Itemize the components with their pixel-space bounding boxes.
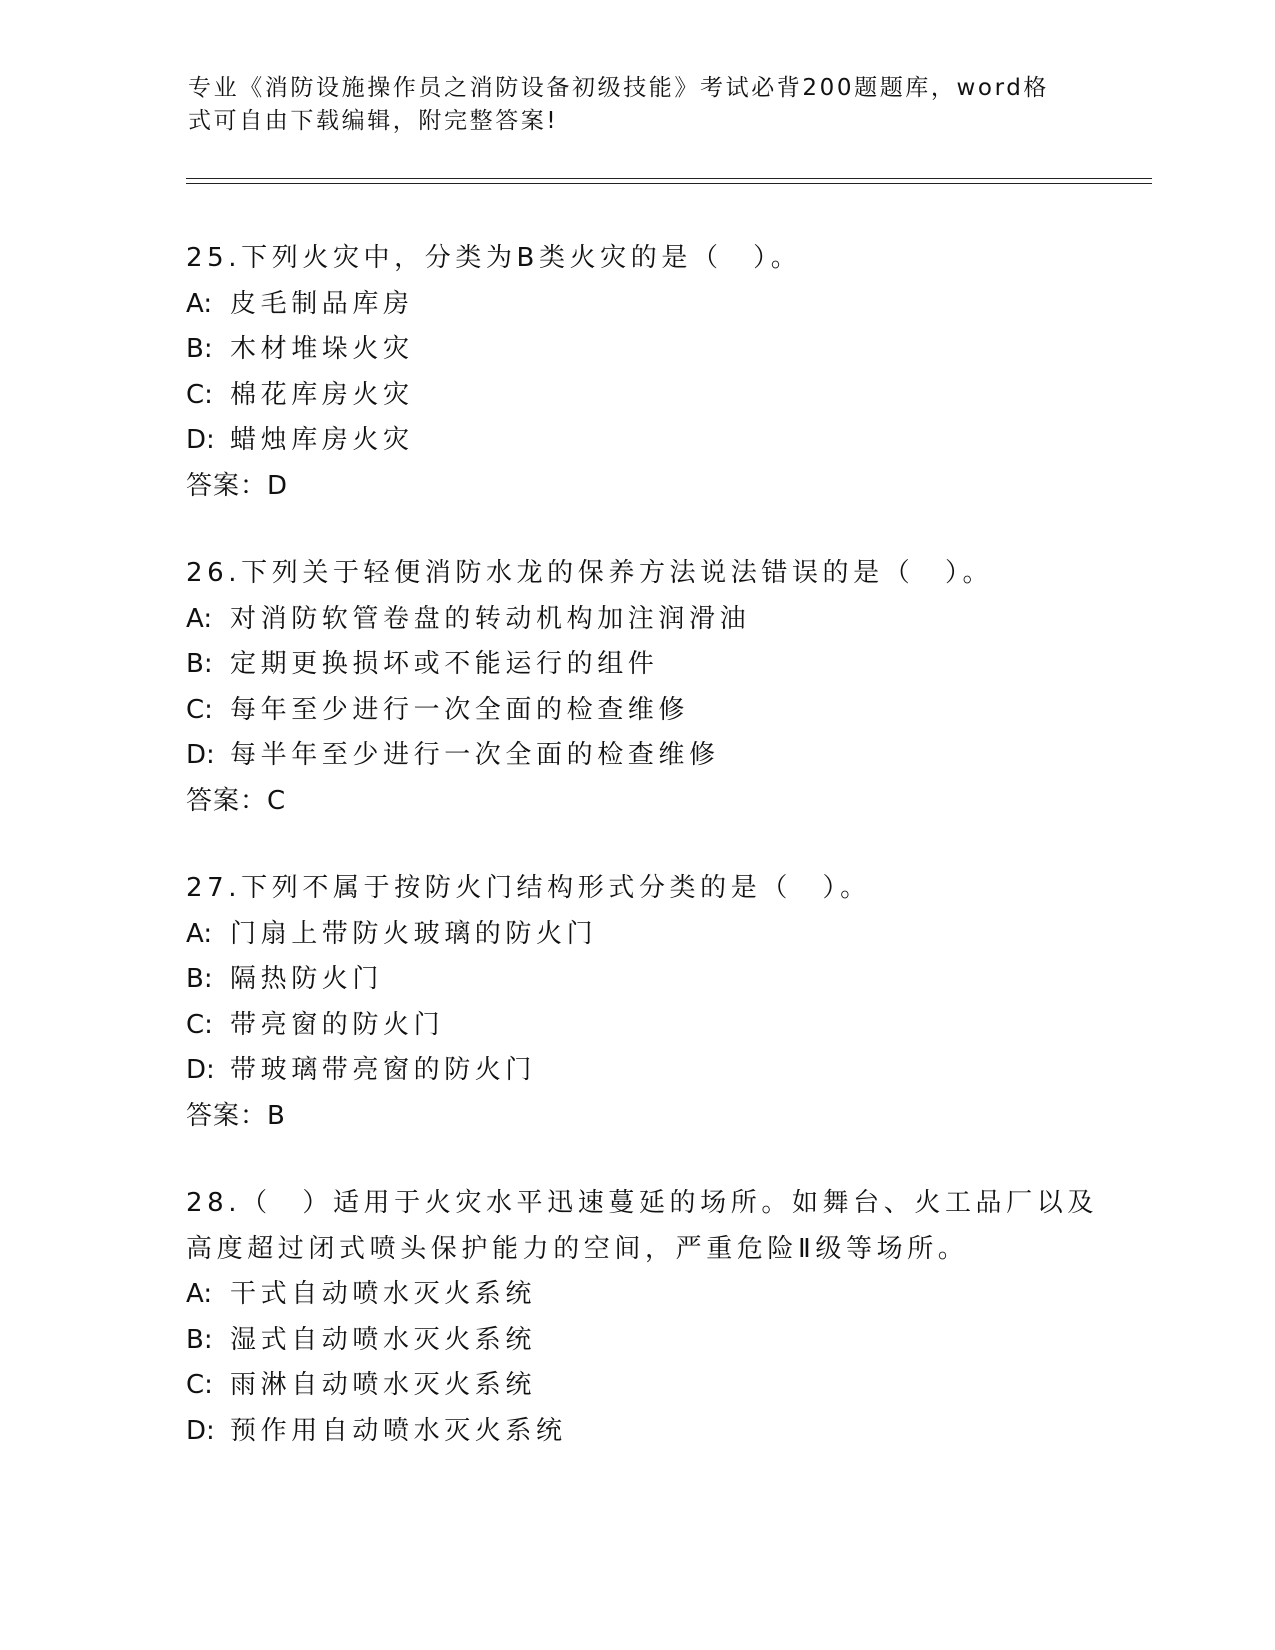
option-key: D: <box>186 1055 215 1085</box>
question-25 <box>186 236 1106 509</box>
option-text: 带亮窗的防火门 <box>230 1009 445 1040</box>
option-key: B: <box>186 334 213 364</box>
option-key: A: <box>186 603 213 634</box>
option-d <box>186 418 1106 464</box>
header-rule-top <box>186 178 1152 179</box>
option-text: 隔热防火门 <box>230 964 384 994</box>
answer: 答案：D <box>186 470 289 501</box>
answer: 答案：B <box>186 1100 286 1131</box>
option-key: D: <box>186 1415 215 1446</box>
document-header: 专业《消防设施操作员之消防设备初级技能》考试必背200题题库，word格式可自由下载编辑，附完整答案! <box>188 75 1050 134</box>
question-stem: 25.下列火灾中，分类为B类火灾的是（ ）。 <box>186 243 802 273</box>
option-key: C: <box>186 1370 213 1400</box>
option-c <box>186 688 1106 734</box>
option-key: C: <box>186 379 213 410</box>
option-text: 每半年至少进行一次全面的检查维修 <box>230 740 720 770</box>
option-key: A: <box>186 1279 213 1309</box>
option-b <box>186 1318 1106 1364</box>
question-28 <box>186 1181 1106 1454</box>
option-text: 棉花库房火灾 <box>230 379 414 410</box>
option-a <box>186 1272 1106 1318</box>
option-text: 木材堆垛火灾 <box>230 334 414 364</box>
option-a <box>186 282 1106 328</box>
option-text: 干式自动喷水灭火系统 <box>230 1279 537 1309</box>
answer: 答案：C <box>186 785 287 816</box>
header-rule-bottom <box>186 183 1152 184</box>
option-d <box>186 733 1106 779</box>
option-text: 带玻璃带亮窗的防火门 <box>230 1055 537 1085</box>
option-text: 定期更换损坏或不能运行的组件 <box>230 649 659 679</box>
option-key: C: <box>186 1009 213 1040</box>
option-b <box>186 642 1106 688</box>
option-key: A: <box>186 288 213 319</box>
option-text: 蜡烛库房火灾 <box>230 425 414 455</box>
option-key: B: <box>186 964 213 994</box>
question-stem: 27.下列不属于按防火门结构形式分类的是（ ）。 <box>186 873 871 903</box>
option-text: 雨淋自动喷水灭火系统 <box>230 1370 537 1400</box>
option-key: D: <box>186 740 215 770</box>
option-text: 预作用自动喷水灭火系统 <box>230 1415 567 1446</box>
question-stem: 28.（ ）适用于火灾水平迅速蔓延的场所。如舞台、火工品厂以及高度超过闭式喷头保护能力的空间，严重危险Ⅱ级等场所。 <box>186 1188 1098 1264</box>
option-c <box>186 1003 1106 1049</box>
option-text: 湿式自动喷水灭火系统 <box>230 1324 537 1355</box>
option-c <box>186 1363 1106 1409</box>
option-key: C: <box>186 694 213 725</box>
question-list <box>186 236 1106 1496</box>
option-text: 门扇上带防火玻璃的防火门 <box>230 918 598 949</box>
question-26 <box>186 551 1106 824</box>
option-d <box>186 1048 1106 1094</box>
option-c <box>186 373 1106 419</box>
option-a <box>186 912 1106 958</box>
option-d <box>186 1409 1106 1455</box>
option-text: 每年至少进行一次全面的检查维修 <box>230 694 690 725</box>
option-a <box>186 597 1106 643</box>
option-key: B: <box>186 649 213 679</box>
question-27 <box>186 866 1106 1139</box>
option-key: A: <box>186 918 213 949</box>
option-b <box>186 957 1106 1003</box>
option-text: 对消防软管卷盘的转动机构加注润滑油 <box>230 603 751 634</box>
option-b <box>186 327 1106 373</box>
option-key: D: <box>186 425 215 455</box>
option-key: B: <box>186 1324 213 1355</box>
option-text: 皮毛制品库房 <box>230 288 414 319</box>
question-stem: 26.下列关于轻便消防水龙的保养方法说法错误的是（ ）。 <box>186 558 994 588</box>
